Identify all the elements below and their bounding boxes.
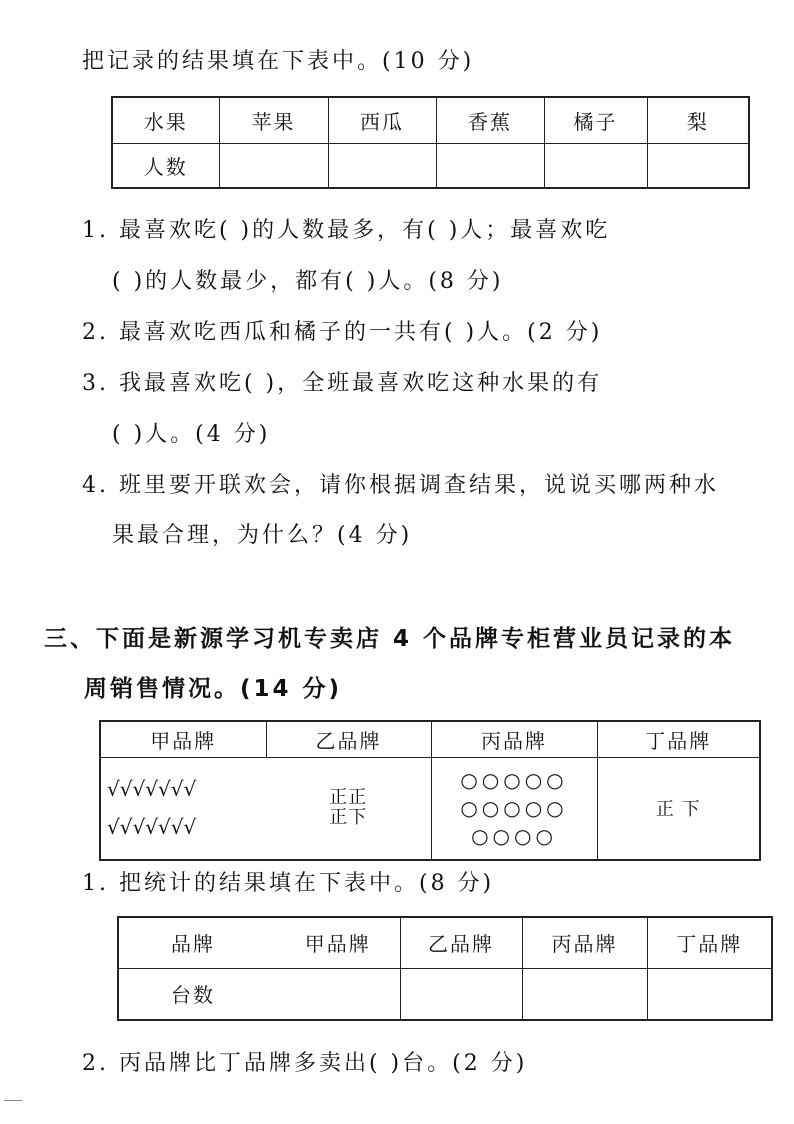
fruit-table-row <box>112 143 749 188</box>
page-edge-mark <box>4 1100 22 1101</box>
fruit-header-cell: 水果 <box>112 97 219 143</box>
sales-result-table <box>117 916 773 1021</box>
section-3-question-1: 1. 把统计的结果填在下表中。(8 分) <box>82 871 495 896</box>
section-3-question-2: 2. 丙品牌比丁品牌多卖出( )台。(2 分) <box>82 1051 528 1076</box>
record-header-cell: 甲品牌 <box>100 721 266 757</box>
tally-row: 正正 <box>329 787 368 809</box>
result-header-cell: 甲品牌 <box>276 917 400 968</box>
fruit-answer-cell[interactable] <box>544 143 647 188</box>
record-header-cell: 丙品牌 <box>431 721 597 757</box>
fruit-header-cell: 梨 <box>647 97 749 143</box>
result-answer-cell[interactable] <box>522 968 647 1020</box>
question-3-line1: 3. 我最喜欢吃( )，全班最喜欢吃这种水果的有 <box>82 371 603 396</box>
result-answer-cell[interactable] <box>647 968 772 1020</box>
fruit-table <box>111 96 750 189</box>
fruit-table-header <box>112 97 749 143</box>
circle-row: ○○○○○ <box>460 768 568 793</box>
yi-tally-marks <box>266 757 431 860</box>
ding-tally-marks <box>597 757 760 860</box>
result-header-cell: 丙品牌 <box>522 917 647 968</box>
record-header-cell: 丁品牌 <box>597 721 760 757</box>
result-table-header <box>118 917 772 968</box>
result-header-cell: 乙品牌 <box>400 917 522 968</box>
fruit-answer-cell[interactable] <box>436 143 544 188</box>
fruit-header-cell: 香蕉 <box>436 97 544 143</box>
result-table-row <box>118 968 772 1020</box>
fruit-header-cell: 橘子 <box>544 97 647 143</box>
check-mark-row: √√√√√√√ <box>107 777 197 802</box>
result-answer-cell[interactable] <box>400 968 522 1020</box>
result-header-cell: 丁品牌 <box>647 917 772 968</box>
question-2-line1: 2. 最喜欢吃西瓜和橘子的一共有( )人。(2 分) <box>82 320 603 345</box>
question-4-line1: 4. 班里要开联欢会，请你根据调查结果，说说买哪两种水 <box>82 473 719 498</box>
record-table-header <box>100 721 760 757</box>
section-3-title-line1: 三、下面是新源学习机专卖店 4 个品牌专柜营业员记录的本 <box>44 626 736 652</box>
result-row-label: 台数 <box>118 968 276 1020</box>
fruit-header-cell: 西瓜 <box>328 97 436 143</box>
fruit-answer-cell[interactable] <box>647 143 749 188</box>
sales-record-table <box>99 720 761 861</box>
fruit-row-label: 人数 <box>112 143 219 188</box>
tally-row: 正 下 <box>655 799 701 821</box>
check-mark-row: √√√√√√√ <box>107 815 197 840</box>
circle-row: ○○○○ <box>471 824 557 849</box>
question-4-line2: 果最合理，为什么？(4 分) <box>112 523 413 548</box>
bing-circle-marks <box>431 757 597 860</box>
question-1-line1: 1. 最喜欢吃( )的人数最多，有( )人；最喜欢吃 <box>82 218 611 243</box>
question-1-line2: ( )的人数最少，都有( )人。(8 分) <box>112 269 504 294</box>
fruit-answer-cell[interactable] <box>219 143 328 188</box>
jia-check-marks <box>100 757 266 860</box>
result-header-cell: 品牌 <box>118 917 276 968</box>
record-table-marks <box>100 757 760 860</box>
record-header-cell: 乙品牌 <box>266 721 431 757</box>
result-answer-cell[interactable] <box>276 968 400 1020</box>
question-3-line2: ( )人。(4 分) <box>112 422 271 447</box>
section-3-title-line2: 周销售情况。(14 分) <box>84 676 343 702</box>
fruit-answer-cell[interactable] <box>328 143 436 188</box>
intro-instruction: 把记录的结果填在下表中。(10 分) <box>82 49 475 74</box>
circle-row: ○○○○○ <box>460 796 568 821</box>
fruit-header-cell: 苹果 <box>219 97 328 143</box>
tally-row: 正下 <box>329 807 368 829</box>
